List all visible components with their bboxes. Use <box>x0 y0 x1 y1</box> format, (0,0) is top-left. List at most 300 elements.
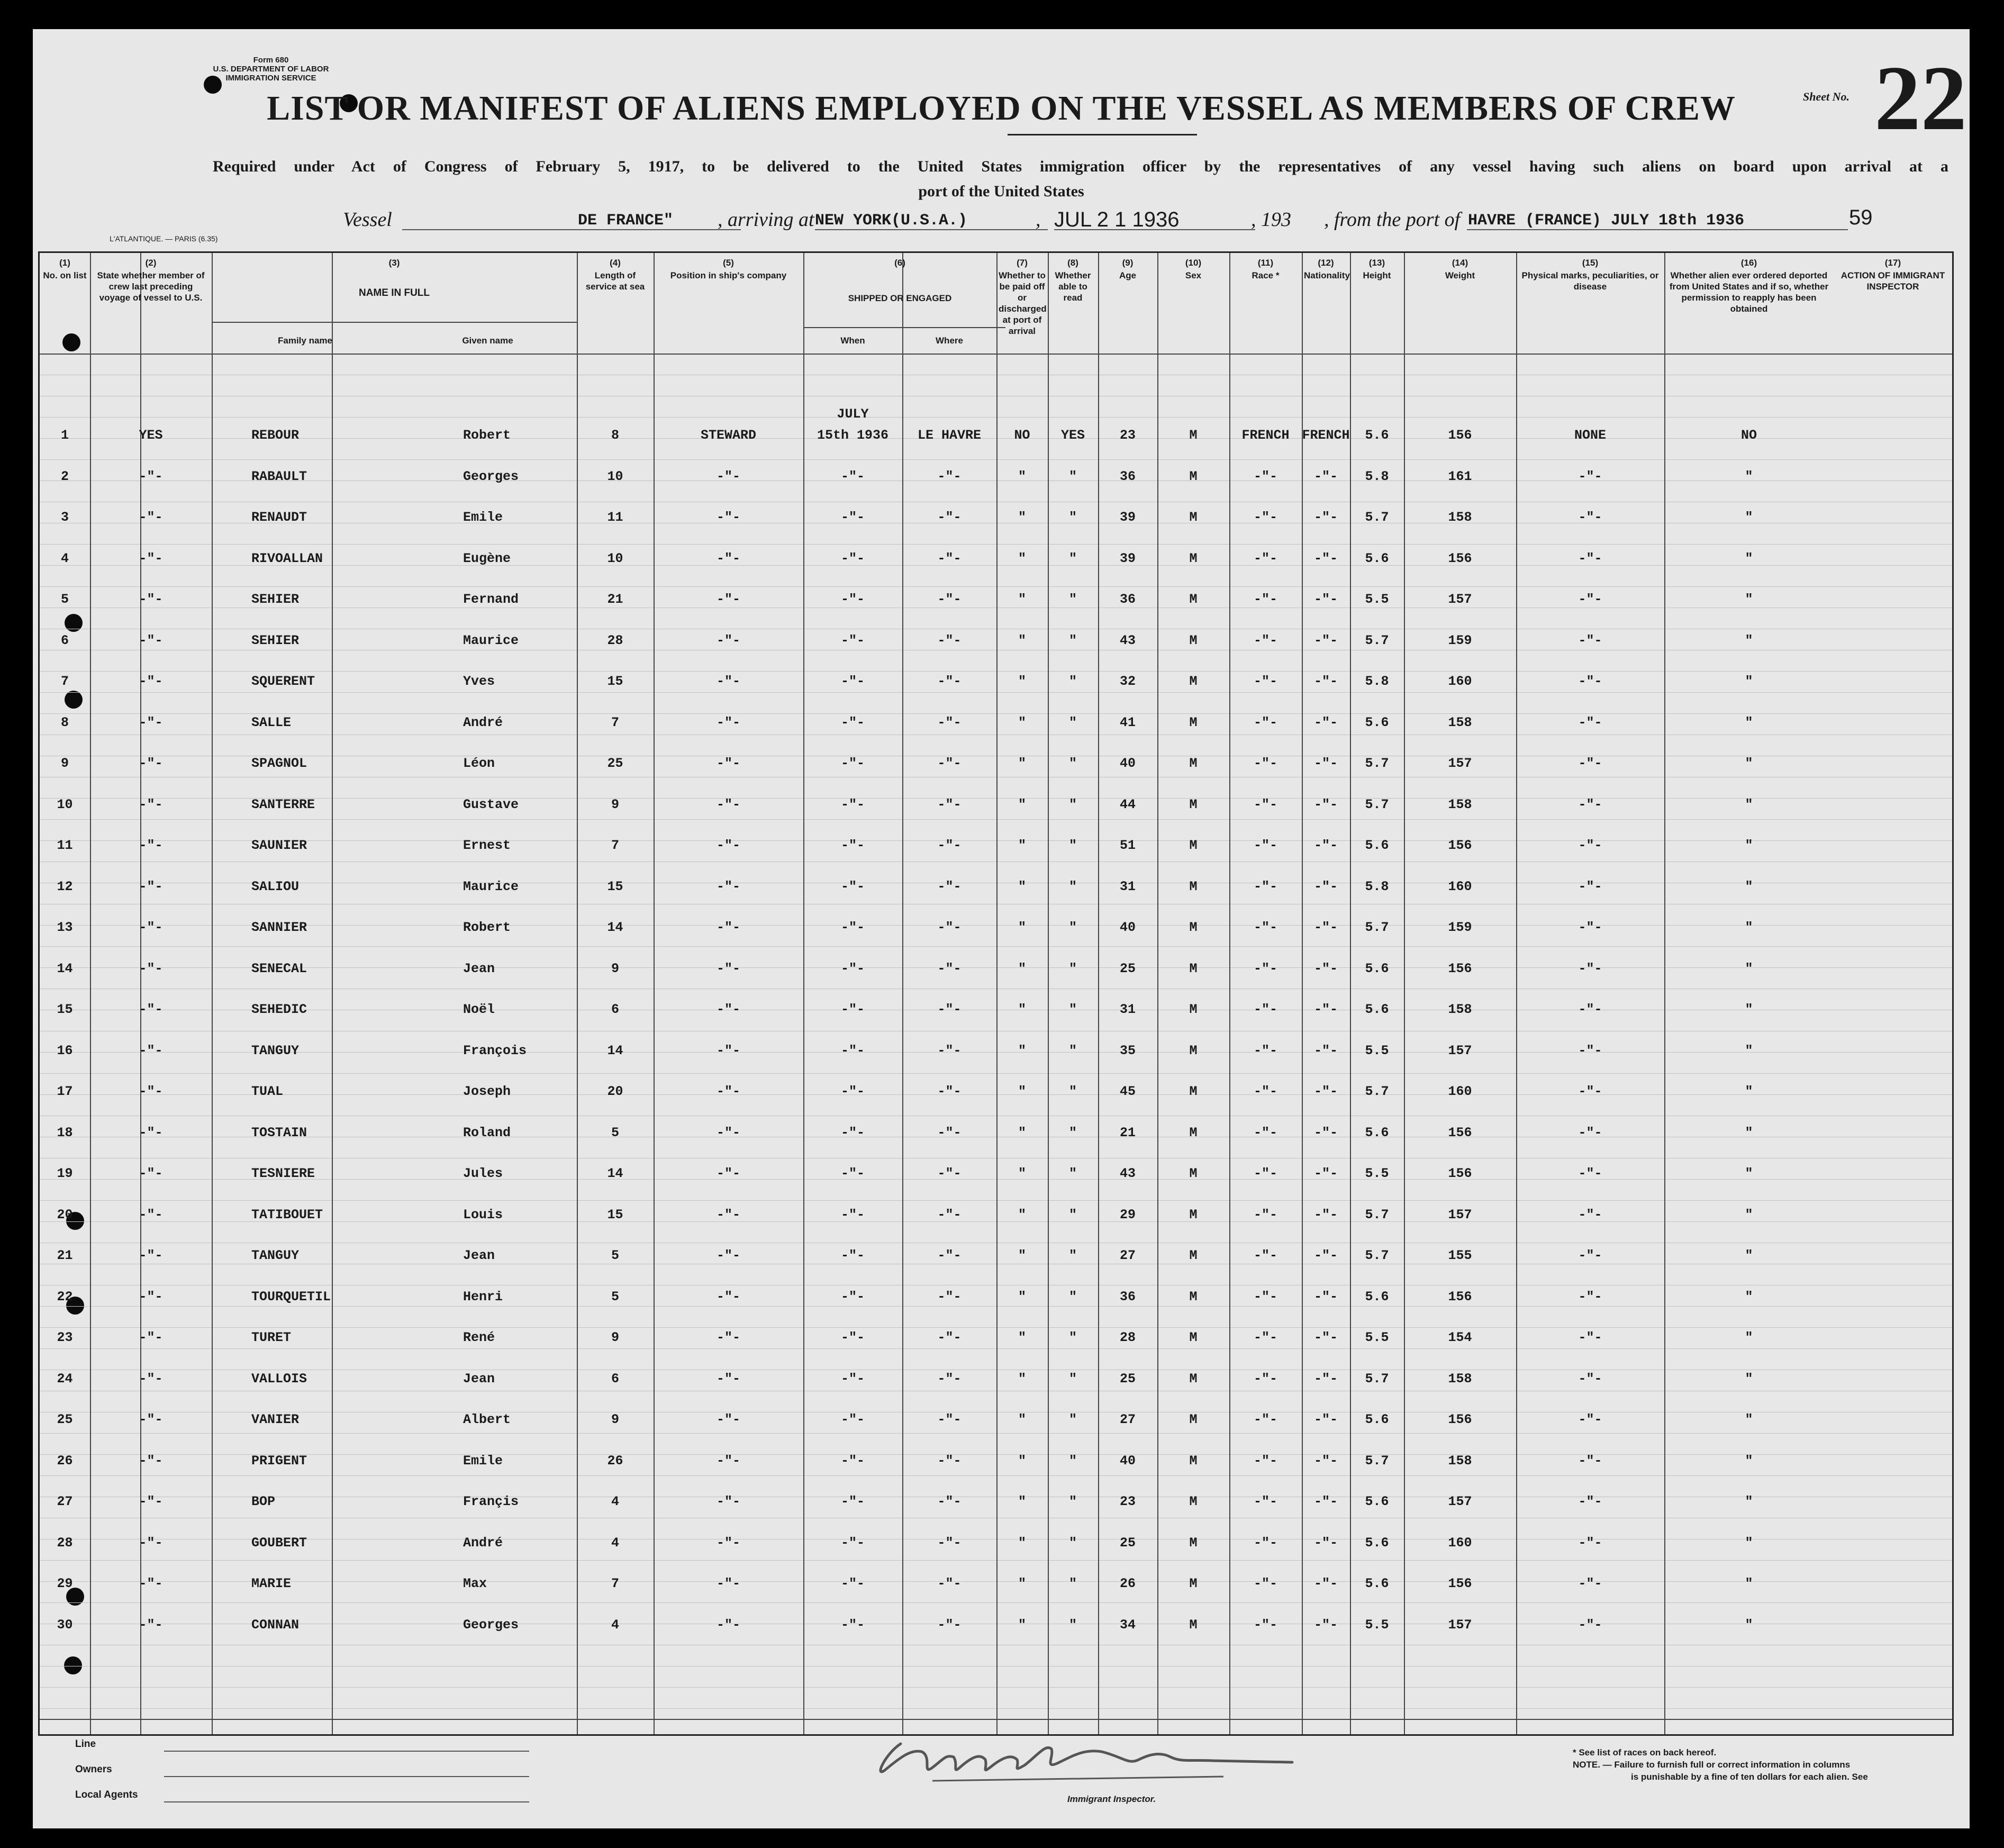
paid-off: " <box>1018 838 1026 853</box>
shipped-when: -"- <box>840 715 865 730</box>
nationality: -"- <box>1313 1617 1338 1633</box>
race: -"- <box>1253 1248 1277 1263</box>
deported: " <box>1745 1289 1753 1305</box>
deported: " <box>1745 920 1753 935</box>
shipped-when: -"- <box>840 510 865 525</box>
nationality: -"- <box>1313 1248 1338 1263</box>
prior-voyage: -"- <box>139 633 163 648</box>
shipped-where: -"- <box>937 633 962 648</box>
row-number: 20 <box>57 1207 73 1222</box>
given-name: Jean <box>463 1248 495 1263</box>
able-to-read: " <box>1068 920 1077 935</box>
prior-voyage: -"- <box>139 1207 163 1222</box>
row-number: 22 <box>57 1289 73 1305</box>
given-name: Fernand <box>463 592 519 607</box>
race: -"- <box>1253 1125 1277 1140</box>
sex: M <box>1189 674 1198 689</box>
shipped-when: -"- <box>840 1371 865 1387</box>
nationality: -"- <box>1313 1289 1338 1305</box>
row-number: 26 <box>57 1453 73 1469</box>
age: 40 <box>1119 1453 1136 1469</box>
comma-sep: , <box>1036 209 1041 231</box>
height: 5.5 <box>1365 1166 1389 1181</box>
column-divider <box>212 253 213 1734</box>
position: -"- <box>716 797 740 812</box>
row-number: 13 <box>57 920 73 935</box>
weight: 160 <box>1448 1084 1472 1099</box>
shipped-where: -"- <box>937 1412 962 1427</box>
weight: 156 <box>1448 551 1472 566</box>
race: -"- <box>1253 469 1277 484</box>
vessel-label: Vessel <box>343 209 392 231</box>
paid-off: " <box>1018 715 1026 730</box>
given-name: Maurice <box>463 879 519 894</box>
sex: M <box>1189 1330 1198 1345</box>
position: -"- <box>716 1535 740 1551</box>
deported: " <box>1745 1166 1753 1181</box>
paid-off: " <box>1018 879 1026 894</box>
race: -"- <box>1253 1494 1277 1509</box>
row-number: 15 <box>57 1002 73 1017</box>
age: 43 <box>1119 1166 1136 1181</box>
nationality: -"- <box>1313 633 1338 648</box>
deported: " <box>1745 510 1753 525</box>
given-name: Louis <box>463 1207 503 1222</box>
weight: 160 <box>1448 674 1472 689</box>
prior-voyage: -"- <box>139 1002 163 1017</box>
annotation-number: 59 <box>1849 206 1873 229</box>
prior-voyage: -"- <box>139 1330 163 1345</box>
given-name: François <box>463 1043 527 1058</box>
paid-off: " <box>1018 469 1026 484</box>
row-number: 24 <box>57 1371 73 1387</box>
shipped-when: -"- <box>840 1330 865 1345</box>
column-divider <box>332 253 333 1734</box>
nationality: -"- <box>1313 756 1338 771</box>
able-to-read: " <box>1068 1576 1077 1591</box>
sex: M <box>1189 756 1198 771</box>
name-subheader-line <box>212 322 577 323</box>
race: -"- <box>1253 879 1277 894</box>
position: -"- <box>716 1494 740 1509</box>
position: -"- <box>716 551 740 566</box>
form-department: U.S. DEPARTMENT OF LABOR <box>213 65 329 74</box>
deported: " <box>1745 756 1753 771</box>
sex: M <box>1189 1248 1198 1263</box>
physical-marks: -"- <box>1578 1617 1602 1633</box>
column-number: (10) <box>1185 258 1202 268</box>
weight: 160 <box>1448 1535 1472 1551</box>
column-header: Weight <box>1445 270 1475 280</box>
sex: M <box>1189 838 1198 853</box>
given-name: Jean <box>463 961 495 976</box>
paid-off: " <box>1018 1330 1026 1345</box>
service-length: 4 <box>611 1535 619 1551</box>
physical-marks: -"- <box>1578 674 1602 689</box>
family-name: SAUNIER <box>251 838 307 853</box>
shipped-when: -"- <box>840 1248 865 1263</box>
shipped-where: -"- <box>937 1535 962 1551</box>
paid-off: " <box>1018 633 1026 648</box>
shipped-when: -"- <box>840 674 865 689</box>
height: 5.7 <box>1365 633 1389 648</box>
shipped-where: -"- <box>937 1617 962 1633</box>
able-to-read: " <box>1068 1617 1077 1633</box>
shipped-where: -"- <box>937 1166 962 1181</box>
height: 5.8 <box>1365 879 1389 894</box>
sex: M <box>1189 1576 1198 1591</box>
physical-marks: -"- <box>1578 1084 1602 1099</box>
family-name: SEHIER <box>251 592 300 607</box>
shipped-where: -"- <box>937 1248 962 1263</box>
able-to-read: " <box>1068 1166 1077 1181</box>
column-divider <box>902 327 903 1719</box>
given-name: Albert <box>463 1412 511 1427</box>
paid-off: " <box>1018 1166 1026 1181</box>
height: 5.8 <box>1365 674 1389 689</box>
height: 5.6 <box>1365 1535 1389 1551</box>
race: -"- <box>1253 1453 1277 1469</box>
position: -"- <box>716 838 740 853</box>
shipped-when: -"- <box>840 920 865 935</box>
paid-off: " <box>1018 1043 1026 1058</box>
column-header: No. on list <box>43 270 87 280</box>
age: 36 <box>1119 592 1136 607</box>
age: 25 <box>1119 961 1136 976</box>
paid-off: " <box>1018 797 1026 812</box>
prior-voyage: -"- <box>139 1576 163 1591</box>
prior-voyage: -"- <box>139 551 163 566</box>
race: -"- <box>1253 838 1277 853</box>
race: -"- <box>1253 1617 1277 1633</box>
shipped-where: -"- <box>937 1371 962 1387</box>
nationality: -"- <box>1313 1043 1338 1058</box>
height: 5.5 <box>1365 592 1389 607</box>
weight: 157 <box>1448 1207 1472 1222</box>
form-service: IMMIGRATION SERVICE <box>225 74 316 83</box>
shipped-when: -"- <box>840 1494 865 1509</box>
family-name: SENECAL <box>251 961 307 976</box>
weight: 157 <box>1448 1617 1472 1633</box>
age: 31 <box>1119 1002 1136 1017</box>
column-subheader: When <box>840 336 865 346</box>
position: -"- <box>716 1207 740 1222</box>
paid-off: " <box>1018 592 1026 607</box>
agents-underline <box>164 1801 529 1802</box>
prior-voyage: -"- <box>139 1453 163 1469</box>
able-to-read: " <box>1068 1412 1077 1427</box>
able-to-read: " <box>1068 1084 1077 1099</box>
position: -"- <box>716 1248 740 1263</box>
race: -"- <box>1253 674 1277 689</box>
paid-off: " <box>1018 1248 1026 1263</box>
row-number: 30 <box>57 1617 73 1633</box>
deported: " <box>1745 1084 1753 1099</box>
service-length: 9 <box>611 1330 619 1345</box>
age: 36 <box>1119 1289 1136 1305</box>
able-to-read: " <box>1068 1535 1077 1551</box>
shipped-where: -"- <box>937 469 962 484</box>
from-port-label: , from the port of <box>1324 209 1461 231</box>
column-header: Whether to be paid off or discharged at port of arrival <box>999 270 1047 336</box>
position: -"- <box>716 633 740 648</box>
port-underline <box>815 229 1048 230</box>
service-length: 6 <box>611 1002 619 1017</box>
deported: " <box>1745 1248 1753 1263</box>
service-length: 14 <box>607 1166 623 1181</box>
paid-off: " <box>1018 961 1026 976</box>
position: -"- <box>716 1412 740 1427</box>
shipped-where: -"- <box>937 756 962 771</box>
shipped-where: -"- <box>937 797 962 812</box>
age: 28 <box>1119 1330 1136 1345</box>
physical-marks: -"- <box>1578 469 1602 484</box>
race: -"- <box>1253 592 1277 607</box>
owners-label: Owners <box>75 1764 112 1775</box>
weight: 159 <box>1448 920 1472 935</box>
paid-off: " <box>1018 1453 1026 1469</box>
given-name: Jules <box>463 1166 503 1181</box>
sex: M <box>1189 1125 1198 1140</box>
service-length: 7 <box>611 715 619 730</box>
physical-marks: -"- <box>1578 1371 1602 1387</box>
service-length: 5 <box>611 1289 619 1305</box>
sex: M <box>1189 1535 1198 1551</box>
departure-port: HAVRE (FRANCE) JULY 18th 1936 <box>1468 212 1745 230</box>
position: -"- <box>716 1617 740 1633</box>
column-number: (13) <box>1368 258 1385 268</box>
service-length: 9 <box>611 1412 619 1427</box>
given-name: Roland <box>463 1125 511 1140</box>
shipped-where: -"- <box>937 510 962 525</box>
family-name: RENAUDT <box>251 510 307 525</box>
column-header: ACTION OF IMMIGRANT INSPECTOR <box>1840 270 1945 292</box>
shipped-where: -"- <box>937 674 962 689</box>
position: -"- <box>716 510 740 525</box>
vessel-underline <box>402 229 741 230</box>
position: -"- <box>716 715 740 730</box>
age: 40 <box>1119 920 1136 935</box>
service-length: 5 <box>611 1125 619 1140</box>
height: 5.6 <box>1365 838 1389 853</box>
column-subheader: Where <box>936 336 963 346</box>
prior-voyage: -"- <box>139 715 163 730</box>
physical-marks: -"- <box>1578 1166 1602 1181</box>
row-number: 16 <box>57 1043 73 1058</box>
prior-voyage: -"- <box>139 592 163 607</box>
service-length: 14 <box>607 920 623 935</box>
shipped-when: -"- <box>840 1166 865 1181</box>
nationality: -"- <box>1313 1207 1338 1222</box>
shipped-when: -"- <box>840 1125 865 1140</box>
age: 32 <box>1119 674 1136 689</box>
position: STEWARD <box>700 428 757 443</box>
row-number: 6 <box>60 633 69 648</box>
shipped-where: -"- <box>937 838 962 853</box>
able-to-read: " <box>1068 633 1077 648</box>
line-underline <box>164 1751 529 1752</box>
height: 5.5 <box>1365 1043 1389 1058</box>
row-number: 12 <box>57 879 73 894</box>
weight: 156 <box>1448 838 1472 853</box>
sex: M <box>1189 1412 1198 1427</box>
age: 35 <box>1119 1043 1136 1058</box>
column-header: Sex <box>1185 270 1202 280</box>
service-length: 20 <box>607 1084 623 1099</box>
nationality: -"- <box>1313 1330 1338 1345</box>
family-name: PRIGENT <box>251 1453 307 1469</box>
height: 5.7 <box>1365 797 1389 812</box>
age: 51 <box>1119 838 1136 853</box>
column-number: (1) <box>59 258 70 268</box>
physical-marks: -"- <box>1578 1453 1602 1469</box>
shipped-when: -"- <box>840 797 865 812</box>
able-to-read: YES <box>1060 428 1085 443</box>
physical-marks: -"- <box>1578 1289 1602 1305</box>
position: -"- <box>716 920 740 935</box>
paid-off: " <box>1018 1412 1026 1427</box>
weight: 158 <box>1448 797 1472 812</box>
deported: " <box>1745 797 1753 812</box>
weight: 157 <box>1448 1494 1472 1509</box>
arriving-label: , arriving at <box>718 209 814 231</box>
race: -"- <box>1253 1535 1277 1551</box>
family-name: TATIBOUET <box>251 1207 323 1222</box>
row-number: 17 <box>57 1084 73 1099</box>
given-name: Georges <box>463 469 519 484</box>
age: 21 <box>1119 1125 1136 1140</box>
physical-marks: -"- <box>1578 797 1602 812</box>
shipped-when: -"- <box>840 1289 865 1305</box>
paid-off: " <box>1018 920 1026 935</box>
weight: 156 <box>1448 1412 1472 1427</box>
column-header: NAME IN FULL <box>358 287 430 298</box>
race: -"- <box>1253 1002 1277 1017</box>
shipped-where: -"- <box>937 1002 962 1017</box>
weight: 157 <box>1448 756 1472 771</box>
physical-marks: -"- <box>1578 1494 1602 1509</box>
given-name: René <box>463 1330 495 1345</box>
sex: M <box>1189 428 1198 443</box>
deported: " <box>1745 674 1753 689</box>
able-to-read: " <box>1068 1248 1077 1263</box>
physical-marks: -"- <box>1578 756 1602 771</box>
sex: M <box>1189 879 1198 894</box>
weight: 161 <box>1448 469 1472 484</box>
prior-voyage: -"- <box>139 1248 163 1263</box>
shipped-where: -"- <box>937 1576 962 1591</box>
prior-voyage: -"- <box>139 1043 163 1058</box>
weight: 158 <box>1448 1453 1472 1469</box>
shipped-where: -"- <box>937 1453 962 1469</box>
statute-line-2: port of the United States <box>918 183 1084 200</box>
column-number: (14) <box>1452 258 1468 268</box>
sex: M <box>1189 1494 1198 1509</box>
row-number: 11 <box>57 838 73 853</box>
prior-voyage: -"- <box>139 674 163 689</box>
footnotes <box>1573 1746 1868 1783</box>
given-name: Jean <box>463 1371 495 1387</box>
service-length: 21 <box>607 592 623 607</box>
age: 25 <box>1119 1535 1136 1551</box>
given-name: Robert <box>463 428 511 443</box>
race: -"- <box>1253 1289 1277 1305</box>
service-length: 4 <box>611 1617 619 1633</box>
given-name: Léon <box>463 756 495 771</box>
position: -"- <box>716 592 740 607</box>
sex: M <box>1189 715 1198 730</box>
sex: M <box>1189 1002 1198 1017</box>
physical-marks: -"- <box>1578 1248 1602 1263</box>
crew-table <box>38 251 1954 1736</box>
prior-voyage: -"- <box>139 1289 163 1305</box>
race: -"- <box>1253 1371 1277 1387</box>
deported: " <box>1745 633 1753 648</box>
deported: " <box>1745 592 1753 607</box>
row-number: 21 <box>57 1248 73 1263</box>
race: -"- <box>1253 1207 1277 1222</box>
able-to-read: " <box>1068 1494 1077 1509</box>
sheet-label: Sheet No. <box>1803 90 1849 103</box>
sex: M <box>1189 633 1198 648</box>
shipped-where: -"- <box>937 920 962 935</box>
weight: 158 <box>1448 715 1472 730</box>
form-number: Form 680 <box>253 56 289 65</box>
physical-marks: -"- <box>1578 1207 1602 1222</box>
vessel-name: DE FRANCE" <box>578 212 674 230</box>
paid-off: " <box>1018 1207 1026 1222</box>
service-length: 25 <box>607 756 623 771</box>
service-length: 5 <box>611 1248 619 1263</box>
physical-marks: -"- <box>1578 1535 1602 1551</box>
shipped-where: -"- <box>937 1207 962 1222</box>
shipped-where: -"- <box>937 1289 962 1305</box>
nationality: -"- <box>1313 1125 1338 1140</box>
weight: 157 <box>1448 592 1472 607</box>
physical-marks: -"- <box>1578 633 1602 648</box>
paid-off: " <box>1018 756 1026 771</box>
able-to-read: " <box>1068 797 1077 812</box>
height: 5.7 <box>1365 1371 1389 1387</box>
column-number: (15) <box>1582 258 1599 268</box>
shipped-when: -"- <box>840 1453 865 1469</box>
deported: " <box>1745 1535 1753 1551</box>
shipped-where: -"- <box>937 1494 962 1509</box>
shipped-when: -"- <box>840 879 865 894</box>
age: 39 <box>1119 551 1136 566</box>
family-name: VANIER <box>251 1412 300 1427</box>
shipped-when: -"- <box>840 1207 865 1222</box>
prior-voyage: -"- <box>139 1371 163 1387</box>
shipped-where: -"- <box>937 1330 962 1345</box>
position: -"- <box>716 1289 740 1305</box>
arrival-date-stamp: JUL 2 1 1936 <box>1054 208 1180 231</box>
height: 5.6 <box>1365 961 1389 976</box>
shipped-when: -"- <box>840 756 865 771</box>
shipped-where: -"- <box>937 551 962 566</box>
deported: " <box>1745 961 1753 976</box>
age: 31 <box>1119 879 1136 894</box>
document-title: LIST OR MANIFEST OF ALIENS EMPLOYED ON THE VESSEL AS MEMBERS OF CREW <box>267 89 1736 128</box>
weight: 154 <box>1448 1330 1472 1345</box>
column-number: (9) <box>1122 258 1134 268</box>
sex: M <box>1189 1207 1198 1222</box>
row-number: 9 <box>60 756 69 771</box>
family-name: SANNIER <box>251 920 307 935</box>
shipped-where: -"- <box>937 592 962 607</box>
physical-marks: -"- <box>1578 1330 1602 1345</box>
deported: " <box>1745 1043 1753 1058</box>
